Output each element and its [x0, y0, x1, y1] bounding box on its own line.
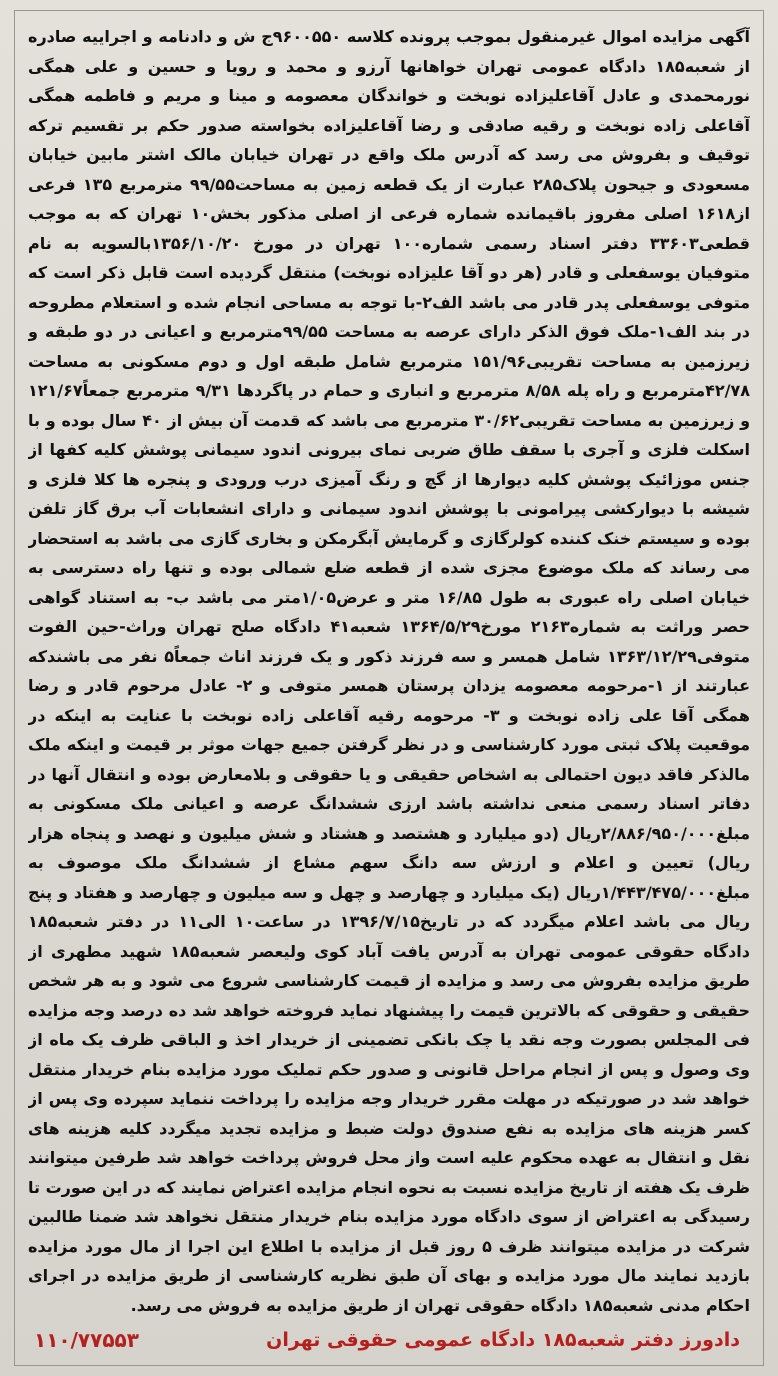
- notice-code: ۱۱۰/۷۷۵۵۳: [34, 1328, 139, 1352]
- issuing-office: دادورز دفتر شعبه۱۸۵ دادگاه عمومی حقوقی تهران: [266, 1329, 740, 1351]
- notice-footer: [28, 1322, 750, 1358]
- auction-notice-text: آگهی مزایده اموال غیرمنقول بموجب پرونده کلاسه ۹۶۰۰۵۵۰ج ش و دادنامه و اجراییه صادره از شعبه۱۸۵ دادگاه عمومی تهران خواهانها آرزو و محمد و رویا و حسین و علی همگی نورمحمدی و عادل آقاعلیزاده نوبخت و خواندگان معصومه و مینا و مریم و فاطمه همگی آقاعلی زاده نوبخت و رقیه صادقی و رضا آقاعلیزاده بخواسته صدور حکم بر تقسیم ترکه توقیف و بفروش می رسد که آدرس ملک واقع در تهران خیابان مالک اشتر مابین خیابان مسعودی و جیحون پلاک۲۸۵ عبارت از یک قطعه زمین به مساحت۹۹/۵۵ مترمربع ۱۳۵ فرعی از۱۶۱۸ اصلی مفروز باقیمانده شماره فرعی از اصلی مذکور بخش۱۰ تهران که به موجب قطعی۳۳۶۰۳ دفتر اسناد رسمی شماره۱۰۰ تهران در مورخ ۱۳۵۶/۱۰/۲۰بالسویه به نام متوفیان یوسفعلی و قادر (هر دو آقا علیزاده نوبخت) منتقل گردیده است قابل ذکر است که متوفی یوسفعلی پدر قادر می باشد الف۲-با توجه به مساحی انجام شده و استعلام مطروحه در بند الف۱-ملک فوق الذکر دارای عرصه به مساحت ۹۹/۵۵مترمربع و اعیانی در دو طبقه و زیرزمین به مساحت تقریبی۱۵۱/۹۶ مترمربع شامل طبقه اول و دوم مسکونی به مساحت ۴۲/۷۸مترمربع و راه پله ۸/۵۸ مترمربع و انباری و حمام در پاگردها ۹/۳۱ مترمربع جمعاً۱۲۱/۶۷ و زیرزمین به مساحت تقریبی۳۰/۶۲ مترمربع می باشد که قدمت آن بیش از ۴۰ سال بوده و با اسکلت فلزی و آجری با سقف طاق ضربی نمای بیرونی اندود سیمانی پوشش کلیه کفها از جنس موزائیک پوشش کلیه دیوارها از گچ و رنگ آمیزی درب ورودی و پنجره ها کلا فلزی و شیشه با دیوارکشی پیرامونی با پوشش اندود سیمانی و دارای انشعابات آب برق گاز تلفن بوده و سیستم خنک کننده کولرگازی و گرمایش آبگرمکن و بخاری گازی می باشد به استحضار می رساند که ملک موضوع مجزی شده از قطعه ضلع شمالی بوده و تنها راه دسترسی به خیابان اصلی راه عبوری به طول ۱۶/۸۵ متر و عرض۱/۰۵متر می باشد ب- به استناد گواهی حصر وراثت به شماره۲۱۶۳ مورخ۱۳۶۴/۵/۲۹ شعبه۴۱ دادگاه صلح تهران وراث-حین الفوت متوفی۱۳۶۳/۱۲/۲۹ شامل همسر و سه فرزند ذکور و یک فرزند اناث جمعاً۵ نفر می باشندکه عبارتند از ۱-مرحومه معصومه یزدان پرستان همسر متوفی و ۲- عادل مرحوم قادر و رضا همگی آقا علی زاده نوبخت و ۳- مرحومه رقیه آقاعلی زاده نوبخت با عنایت به اینکه در موقعیت پلاک ثبتی مورد کارشناسی و در نظر گرفتن جمیع جهات موثر بر قیمت و اینکه ملک مالذکر فاقد دیون احتمالی به اشخاص حقیقی و یا حقوقی و بلامعارض بوده و انتقال آنها در دفاتر اسناد رسمی منعی نداشته باشد ارزی ششدانگ عرصه و اعیانی ملک مسکونی به مبلغ۲/۸۸۶/۹۵۰/۰۰۰ریال (دو میلیارد و هشتصد و هشتاد و شش میلیون و نهصد و پنجاه هزار ریال) تعیین و اعلام و ارزش سه دانگ سهم مشاع از ششدانگ ملک موصوف به مبلغ۱/۴۴۳/۴۷۵/۰۰۰ریال (یک میلیارد و چهارصد و چهل و سه میلیون و چهارصد و هفتاد و پنج ریال می باشد اعلام میگردد که در تاریخ۱۳۹۶/۷/۱۵ در ساعت۱۰ الی۱۱ در دفتر شعبه۱۸۵ دادگاه حقوقی عمومی تهران به آدرس یافت آباد کوی ولیعصر شعبه۱۸۵ شهید مطهری از طریق مزایده بفروش می رسد و مزایده از قیمت کارشناسی شروع می شود و به هر شخص حقیقی و حقوقی که بالاترین قیمت را پیشنهاد نماید فروخته خواهد شد ده درصد وجه مزایده فی المجلس بصورت وجه نقد یا چک بانکی تضمینی از خریدار اخذ و الباقی ظرف یک ماه از وی وصول و پس از انجام مراحل قانونی و صدور حکم تملیک مورد مزایده بنام خریدار منتقل خواهد شد در صورتیکه در مهلت مقرر خریدار وجه مزایده را پرداخت ننماید سپرده وی پس از کسر هزینه های مزایده به نفع صندوق دولت ضبط و مزایده تجدید میگردد کلیه هزینه های نقل و انتقال به عهده محکوم علیه است واز محل فروش پرداخت خواهد شد طرفین میتوانند ظرف یک هفته از تاریخ مزایده نسبت به نحوه انجام مزایده اعتراض نمایند که در این صورت تا رسیدگی به اعتراض از سوی دادگاه مورد مزایده بنام خریدار منتقل نخواهد شد ضمنا طالبین شرکت در مزایده میتوانند ظرف ۵ روز قبل از مزایده با اطلاع این اجرا از مال مورد مزایده بازدید نمایند مال مورد مزایده و بهای آن طبق نظریه کارشناسی از طریق مزایده در اجرای احکام مدنی شعبه۱۸۵ دادگاه حقوقی تهران از طریق مزایده به فروش می رسد.: [28, 27, 750, 1315]
